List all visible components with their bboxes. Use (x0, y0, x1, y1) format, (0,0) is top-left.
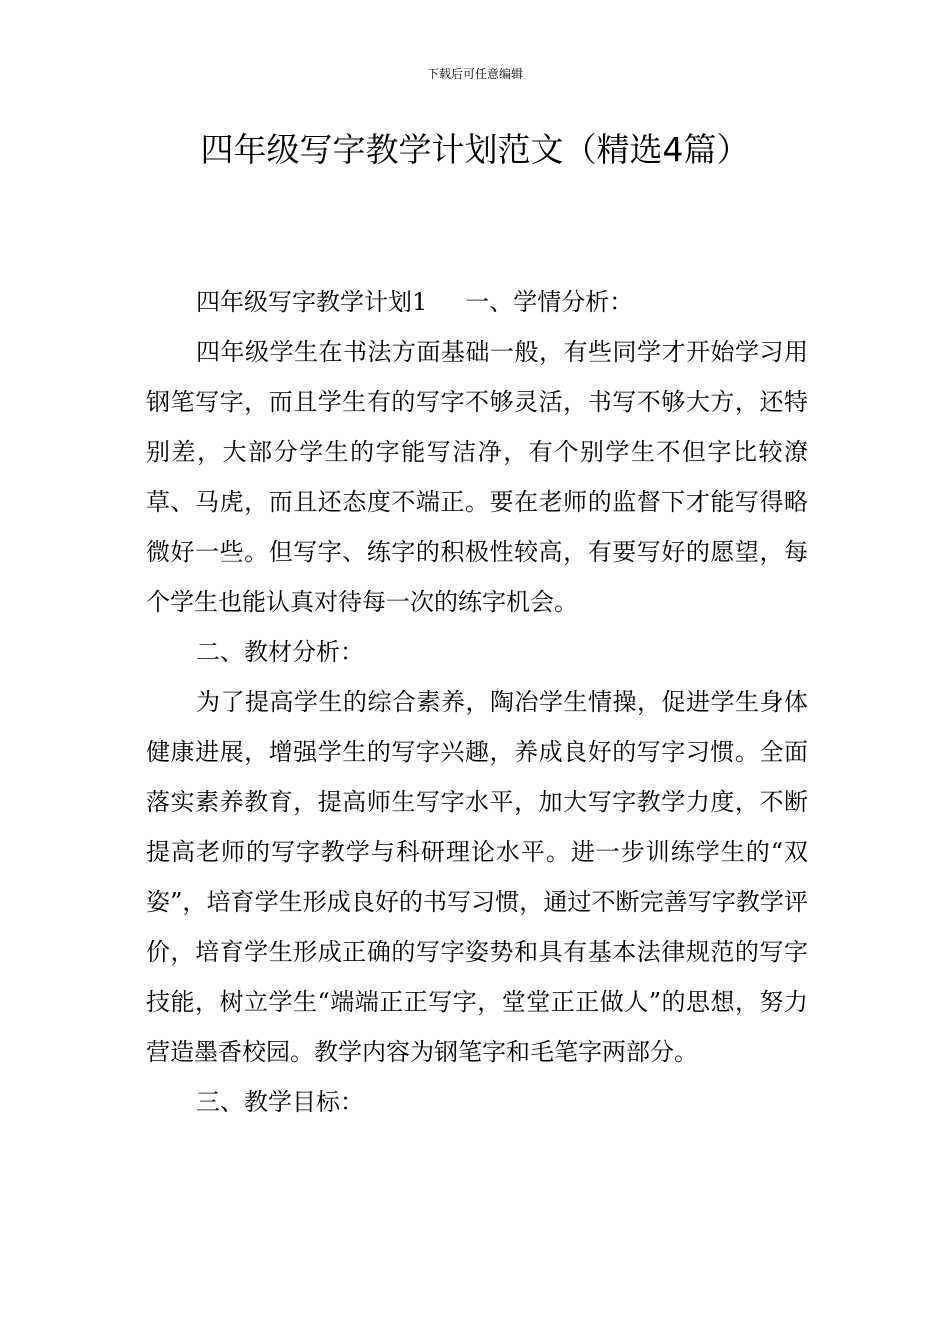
heading-learning-analysis: 一、学情分析： (465, 288, 634, 316)
document-body (146, 277, 808, 1127)
section-intro-line (146, 277, 808, 327)
paragraph-material-analysis: 为了提高学生的综合素养，陶冶学生情操，促进学生身体健康进展，增强学生的写字兴趣，养成良好的写字习惯。全面落实素养教育，提高师生写字水平，加大写字教学力度，不断提高老师的写字教学与科研理论水平。进一步训练学生的“双姿”，培育学生形成良好的书写习惯，通过不断完善写字教学评价，培育学生形成正确的写字姿势和具有基本法律规范的写字技能，树立学生“端端正正写字，堂堂正正做人”的思想，努力营造墨香校园。教学内容为钢笔字和毛笔字两部分。 (146, 688, 808, 1066)
download-note: 下载后可任意编辑 (426, 67, 523, 81)
heading-material-analysis: 二、教材分析： (196, 638, 364, 666)
section-label: 四年级写字教学计划1 (196, 288, 428, 316)
paragraph-learning-analysis: 四年级学生在书法方面基础一般，有些同学才开始学习用钢笔写字，而且学生有的写字不够灵活，书写不够大方，还特别差，大部分学生的字能写洁净，有个别学生不但字比较潦草、马虎，而且还态度不端正。要在老师的监督下才能写得略微好一些。但写字、练字的积极性较高，有要写好的愿望，每个学生也能认真对待每一次的练字机会。 (146, 338, 808, 616)
heading-teaching-goals: 三、教学目标： (196, 1088, 364, 1116)
document-title: 四年级写字教学计划范文（精选4篇） (200, 130, 750, 169)
